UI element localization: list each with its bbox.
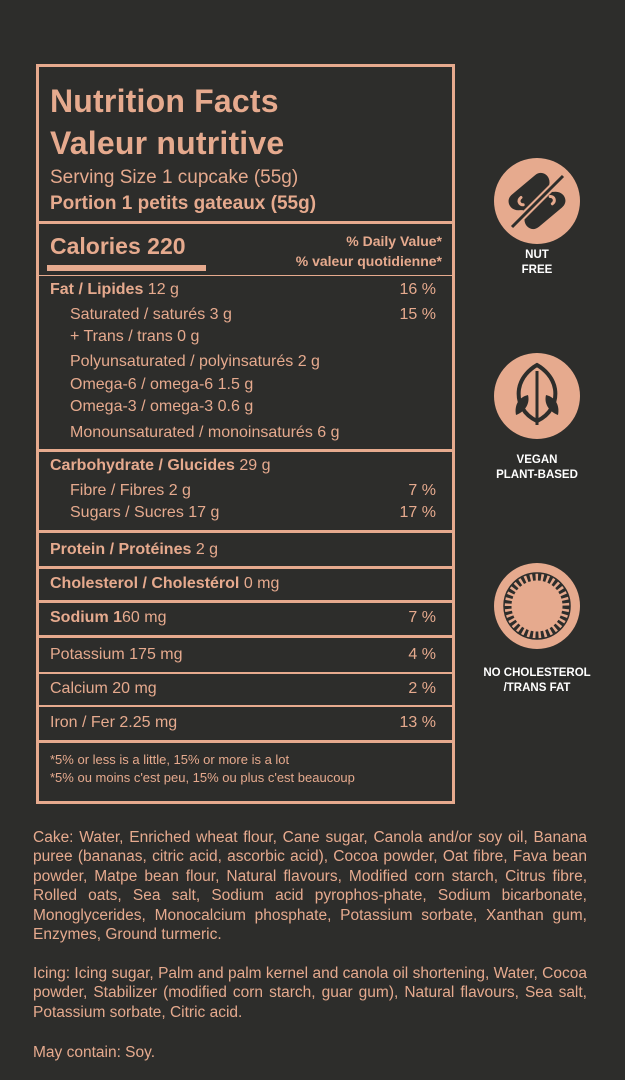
sugars-row bbox=[70, 501, 436, 525]
iron-percent: 13 % bbox=[399, 714, 436, 731]
sodium-label: Sodium 1 bbox=[50, 609, 123, 626]
calories-underline bbox=[47, 265, 206, 271]
fibre-row bbox=[70, 479, 436, 503]
polyunsaturated-label: Polyunsaturated / polyinsaturés 2 g bbox=[70, 353, 320, 370]
protein-row bbox=[50, 538, 436, 562]
daily-value-header-french: % valeur quotidienne* bbox=[295, 253, 442, 269]
saturated-label: Saturated / saturés 3 g bbox=[70, 306, 232, 323]
calcium-label: Calcium 20 mg bbox=[50, 680, 157, 697]
ingredients-cake: Cake: Water, Enriched wheat flour, Cane sugar, Canola and/or soy oil, Banana puree (bananas, citric acid, ascorbic acid), Cocoa powder, Oat fibre, Fava bean powder, Matpe bean flour, Natural flavours, Modified corn starch, Citrus fibre, Rolled oats, Sea salt, Sodium acid pyrophos-phate, Sodium bicarbonate, Monoglycerides, Monocalcium phosphate, Potassium sorbate, Xanthan gum, Enzymes, Ground turmeric. bbox=[33, 829, 587, 944]
fibre-percent: 7 % bbox=[408, 482, 436, 499]
title-french: Valeur nutritive bbox=[50, 125, 285, 161]
no-cholesterol-badge bbox=[472, 666, 602, 696]
carbohydrate-label: Carbohydrate / Glucides bbox=[50, 457, 235, 474]
calories-label: Calories bbox=[50, 233, 141, 259]
monounsaturated-row bbox=[70, 421, 436, 445]
trans-row bbox=[70, 325, 436, 349]
monounsaturated-label: Monounsaturated / monoinsaturés 6 g bbox=[70, 424, 340, 441]
potassium-label: Potassium 175 mg bbox=[50, 646, 183, 663]
potassium-row bbox=[50, 643, 436, 667]
no-cholesterol-line2: /TRANS FAT bbox=[503, 682, 571, 694]
saturated-percent: 15 % bbox=[399, 306, 436, 323]
nut-free-line1: NUT bbox=[525, 249, 549, 261]
omega6-label: Omega-6 / omega-6 1.5 g bbox=[70, 376, 254, 393]
nut-free-line2: FREE bbox=[521, 264, 553, 276]
fat-percent: 16 % bbox=[399, 281, 436, 298]
sugars-percent: 17 % bbox=[399, 504, 436, 521]
cholesterol-amount: 0 mg bbox=[243, 575, 280, 592]
divider bbox=[39, 740, 452, 743]
footnote-english: *5% or less is a little, 15% or more is a lot bbox=[50, 752, 290, 767]
fat-label: Fat / Lipides bbox=[50, 281, 144, 298]
calcium-row bbox=[50, 677, 436, 701]
fibre-label: Fibre / Fibres 2 g bbox=[70, 482, 191, 499]
serving-size-french: Portion 1 petits gateaux (55g) bbox=[50, 193, 317, 214]
divider bbox=[39, 635, 452, 638]
protein-amount: 2 g bbox=[195, 541, 219, 558]
carbohydrate-amount: 29 g bbox=[239, 457, 271, 474]
polyunsaturated-row bbox=[70, 350, 436, 374]
cholesterol-label: Cholesterol / Cholestérol bbox=[50, 575, 240, 592]
calories bbox=[50, 233, 186, 260]
calcium-percent: 2 % bbox=[408, 680, 436, 697]
omega3-label: Omega-3 / omega-3 0.6 g bbox=[70, 398, 254, 415]
potassium-percent: 4 % bbox=[408, 646, 436, 663]
sodium-amount: 60 mg bbox=[122, 609, 167, 626]
sodium-percent: 7 % bbox=[408, 609, 436, 626]
trans-label: + Trans / trans 0 g bbox=[70, 328, 200, 345]
divider bbox=[39, 705, 452, 707]
divider bbox=[39, 275, 452, 276]
fat-row bbox=[50, 278, 436, 302]
fat-amount: 12 g bbox=[147, 281, 179, 298]
sodium-row bbox=[50, 606, 436, 630]
leaf-icon bbox=[486, 345, 588, 447]
nut-free-icon bbox=[486, 150, 588, 252]
divider bbox=[39, 566, 452, 569]
iron-row bbox=[50, 711, 436, 735]
serving-size-english: Serving Size 1 cupcake (55g) bbox=[50, 167, 299, 188]
divider bbox=[39, 221, 452, 224]
nutrition-facts-panel bbox=[36, 64, 455, 804]
no-cholesterol-icon bbox=[486, 555, 588, 657]
carbohydrate-row bbox=[50, 454, 436, 478]
sugars-label: Sugars / Sucres 17 g bbox=[70, 504, 220, 521]
ingredients-icing: Icing: Icing sugar, Palm and palm kernel and canola oil shortening, Water, Cocoa powder, Stabilizer (modified corn starch, guar gum), Natural flavours, Sea salt, Potassium sorbate, Citric acid. bbox=[33, 965, 587, 1021]
daily-value-header-english: % Daily Value* bbox=[346, 233, 442, 249]
divider bbox=[39, 672, 452, 674]
nut-free-badge bbox=[472, 248, 602, 278]
divider bbox=[39, 600, 452, 603]
protein-label: Protein / Protéines bbox=[50, 541, 192, 558]
divider bbox=[39, 449, 452, 452]
cholesterol-row bbox=[50, 572, 436, 596]
no-cholesterol-line1: NO CHOLESTEROL bbox=[483, 667, 591, 679]
title-english: Nutrition Facts bbox=[50, 83, 279, 119]
omega3-row bbox=[70, 395, 436, 419]
omega6-row bbox=[70, 373, 436, 397]
footnote-french: *5% ou moins c'est peu, 15% ou plus c'est beaucoup bbox=[50, 770, 355, 785]
saturated-row bbox=[70, 303, 436, 327]
vegan-line2: PLANT-BASED bbox=[496, 469, 578, 481]
calories-value: 220 bbox=[147, 233, 186, 259]
iron-label: Iron / Fer 2.25 mg bbox=[50, 714, 178, 731]
vegan-line1: VEGAN bbox=[516, 454, 558, 466]
vegan-badge bbox=[472, 453, 602, 483]
divider bbox=[39, 530, 452, 533]
may-contain: May contain: Soy. bbox=[33, 1044, 156, 1061]
